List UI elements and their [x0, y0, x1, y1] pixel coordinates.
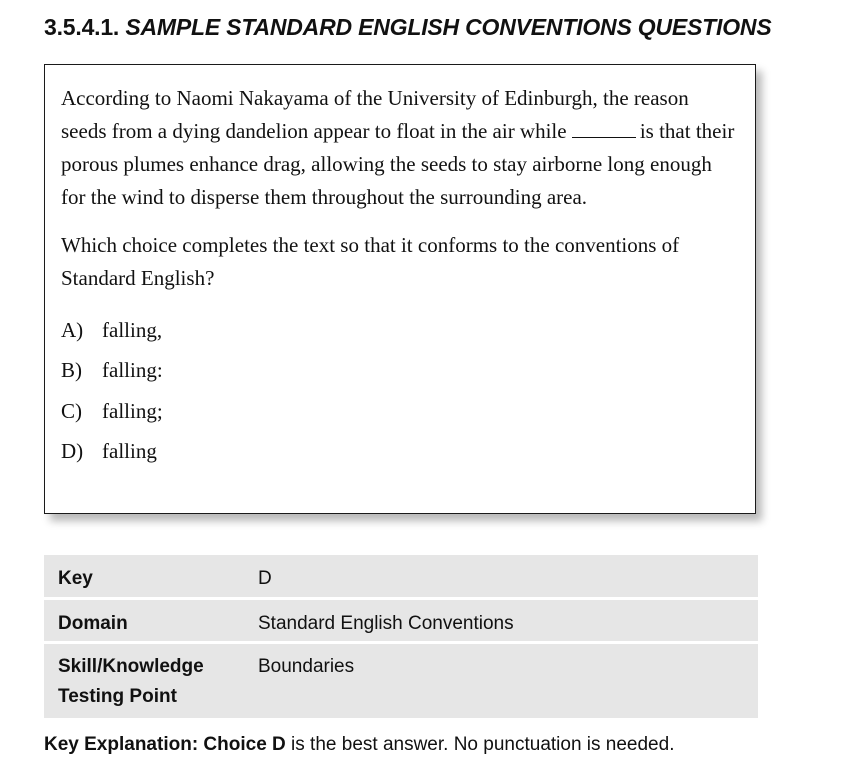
choice-letter: D): [61, 439, 84, 464]
choice-letter: A): [61, 317, 84, 342]
table-row-domain: [44, 600, 758, 641]
section-title: SAMPLE STANDARD ENGLISH CONVENTIONS QUESTIONS: [125, 14, 772, 40]
answer-blank: [572, 120, 636, 138]
choice-text: falling;: [102, 398, 163, 423]
choice-a: [61, 310, 739, 351]
question-box: [44, 64, 756, 514]
section-number: 3.5.4.1.: [44, 14, 120, 40]
section-heading: [44, 14, 771, 41]
choice-text: falling,: [102, 317, 163, 342]
table-row-key: [44, 555, 758, 597]
row-label: Skill/Knowledge Testing Point: [58, 656, 204, 707]
explanation-lead: Key Explanation: Choice D: [44, 734, 286, 755]
choice-list: [61, 310, 739, 472]
choice-letter: B): [61, 358, 82, 383]
answer-info-table: [44, 555, 758, 718]
passage-before: According to Naomi Nakayama of the University of Edinburgh, the reason seeds from a dying dandelion appear to float in the air while: [61, 86, 689, 143]
table-row-skill: [44, 644, 758, 718]
choice-text: falling: [102, 439, 157, 464]
row-value: Boundaries: [258, 656, 355, 677]
row-value: Standard English Conventions: [258, 613, 514, 634]
choice-c: [61, 391, 739, 432]
choice-letter: C): [61, 398, 82, 423]
explanation-text: is the best answer. No punctuation is needed.: [285, 734, 675, 755]
row-value: D: [258, 568, 272, 589]
choice-text: falling:: [102, 358, 163, 383]
choice-d: [61, 432, 739, 473]
question-stem: Which choice completes the text so that it conforms to the conventions of Standard English?: [61, 233, 680, 290]
row-label: Domain: [58, 613, 128, 634]
passage: [61, 82, 739, 214]
choice-b: [61, 351, 739, 392]
passage-after: is that their porous plumes enhance drag, allowing the seeds to stay airborne long enough for the wind to disperse them throughout the surrounding area.: [61, 119, 735, 209]
row-label: Key: [58, 568, 93, 589]
key-explanation: [44, 734, 674, 756]
